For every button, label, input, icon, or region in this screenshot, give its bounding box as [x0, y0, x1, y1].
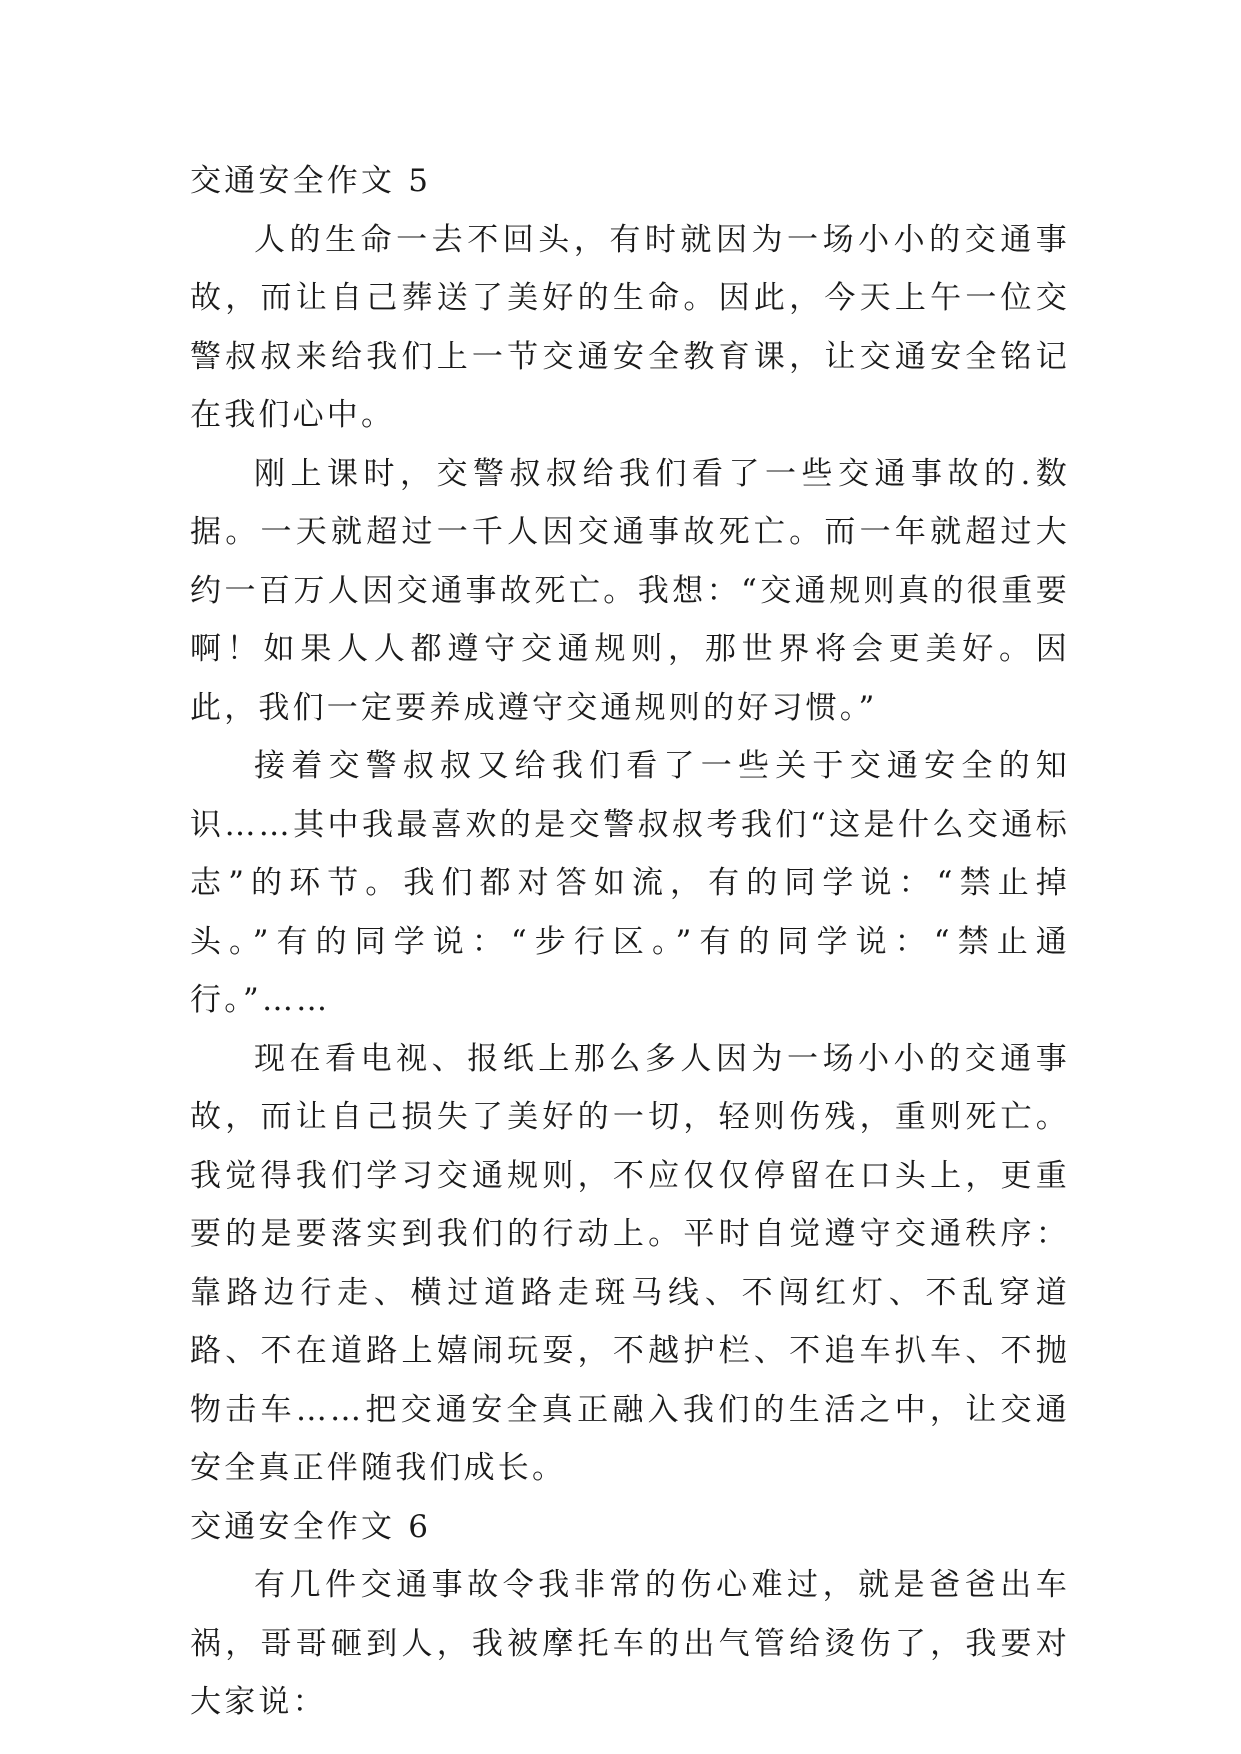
- paragraph: 接着交警叔叔又给我们看了一些关于交通安全的知识……其中我最喜欢的是交警叔叔考我们“这是什么交通标志”的环节。我们都对答如流，有的同学说：“禁止掉头。”有的同学说：“步行区。”有的同学说：“禁止通行。”……: [190, 748, 1070, 1018]
- document-page: [190, 152, 1070, 1732]
- section-title: 交通安全作文 5: [190, 163, 432, 199]
- paragraph: 刚上课时，交警叔叔给我们看了一些交通事故的.数据。一天就超过一千人因交通事故死亡。而一年就超过大约一百万人因交通事故死亡。我想：“交通规则真的很重要啊！如果人人都遵守交通规则，那世界将会更美好。因此，我们一定要养成遵守交通规则的好习惯。”: [190, 455, 1070, 726]
- paragraph: 有几件交通事故令我非常的伤心难过，就是爸爸出车祸，哥哥砸到人，我被摩托车的出气管给烫伤了，我要对大家说：: [190, 1567, 1070, 1720]
- section-title: 交通安全作文 6: [190, 1508, 432, 1545]
- paragraph: 现在看电视、报纸上那么多人因为一场小小的交通事故，而让自己损失了美好的一切，轻则伤残，重则死亡。我觉得我们学习交通规则，不应仅仅停留在口头上，更重要的是要落实到我们的行动上。平时自觉遵守交通秩序：靠路边行走、横过道路走斑马线、不闯红灯、不乱穿道路、不在道路上嬉闹玩耍，不越护栏、不追车扒车、不抛物击车……把交通安全真正融入我们的生活之中，让交通安全真正伴随我们成长。: [190, 1040, 1070, 1486]
- paragraph: 人的生命一去不回头，有时就因为一场小小的交通事故，而让自己葬送了美好的生命。因此，今天上午一位交警叔叔来给我们上一节交通安全教育课，让交通安全铭记在我们心中。: [190, 221, 1070, 433]
